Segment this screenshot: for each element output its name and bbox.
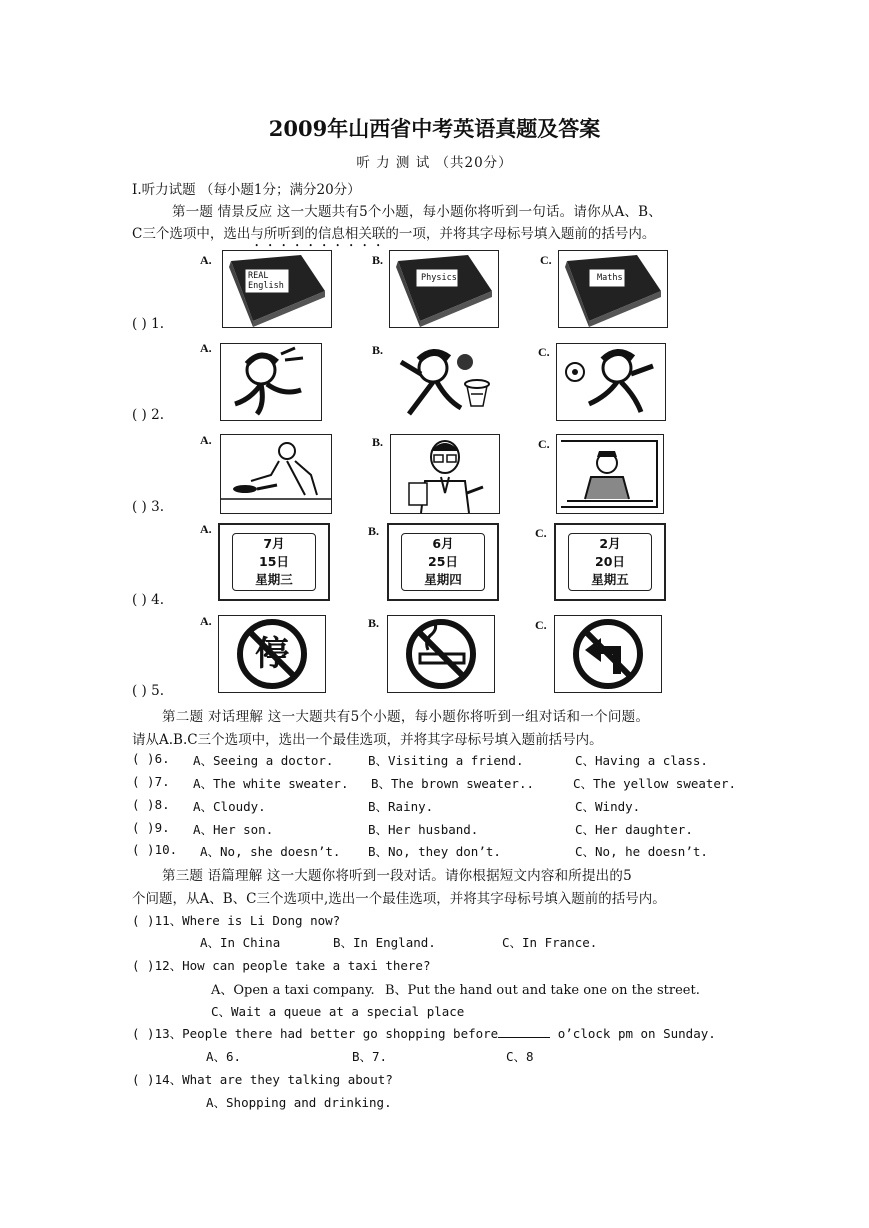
calendar-b-month: 6月 (432, 536, 454, 551)
q6-option-c: C、Having a class. (575, 753, 708, 768)
book-c-title: Maths (597, 273, 623, 283)
q13-answer-blank[interactable] (498, 1025, 550, 1038)
book-picture-b (389, 250, 499, 328)
calendar-a-month: 7月 (263, 536, 285, 551)
question-3-number: ( ) 3. (132, 499, 164, 515)
q4-option-c-label: C. (535, 526, 547, 540)
q3-option-c-label: C. (538, 437, 550, 451)
question-5-number: ( ) 5. (132, 683, 164, 699)
q13-stem-pre: ( )13、People there had better go shopping before (132, 1026, 499, 1041)
no-smoking-sign-drawing (388, 616, 494, 692)
q10-number: ( )10. (132, 842, 178, 857)
q9-number: ( )9. (132, 820, 170, 835)
calendar-b-day: 25日 (428, 554, 458, 569)
q11-option-a: A、In China (200, 935, 281, 950)
book-a-title-line1: REAL (248, 271, 269, 281)
q2-option-a-label: A. (200, 341, 212, 355)
cook-drawing (221, 435, 331, 513)
book-b-title: Physics (421, 273, 457, 283)
q1-option-b-label: B. (372, 253, 384, 267)
q9-option-a: A、Her son. (193, 822, 274, 837)
q1-option-c-label: C. (540, 253, 552, 267)
calendar-c-day: 20日 (595, 554, 625, 569)
book-picture-c (558, 250, 668, 328)
book-c-drawing (559, 251, 667, 327)
q13-option-b: B、7. (352, 1049, 388, 1064)
q7-option-c: C、The yellow sweater. (573, 776, 737, 791)
q14-option-a: A、Shopping and drinking. (206, 1095, 392, 1110)
q13-stem (132, 1024, 716, 1042)
part1-instructions-line1: 第一题 情景反应 这一大题共有5个小题，每小题你将听到一句话。请你从A、B、 (172, 204, 662, 220)
q6-option-a: A、Seeing a doctor. (193, 753, 334, 768)
q4-option-b-label: B. (368, 524, 380, 538)
calendar-c-weekday: 星期五 (591, 572, 629, 587)
q13-stem-post: o’clock pm on Sunday. (550, 1026, 716, 1041)
q11-option-c: C、In France. (502, 935, 598, 950)
mascot-football-picture (556, 343, 666, 421)
calendar-b-weekday: 星期四 (424, 572, 462, 587)
no-smoking-sign (387, 615, 495, 693)
q3-option-a-label: A. (200, 433, 212, 447)
q8-option-c: C、Windy. (575, 799, 641, 814)
q5-option-b-label: B. (368, 616, 380, 630)
book-a-title-line2: English (248, 281, 284, 291)
q10-option-a: A、No, she doesn’t. (200, 844, 341, 859)
q11-stem: ( )11、Where is Li Dong now? (132, 913, 341, 928)
q6-number: ( )6. (132, 751, 170, 766)
page-title: 2009年山西省中考英语真题及答案 (268, 116, 601, 141)
part1-line2-pre: C三个选项中，选出 (132, 226, 251, 242)
football-mascot-drawing (557, 344, 665, 420)
q13-option-c: C、8 (506, 1049, 534, 1064)
calendar-c (554, 523, 666, 601)
q12-option-b: B、Put the hand out and take one on the street. (385, 983, 700, 998)
driver-drawing (557, 435, 663, 513)
q8-option-a: A、Cloudy. (193, 799, 266, 814)
calendar-c-page (568, 533, 652, 591)
q12-option-a: A、Open a taxi company. (211, 983, 375, 998)
no-parking-sign-character: 停 (255, 634, 289, 674)
calendar-a-page (232, 533, 316, 591)
part1-line2-post: 的一项，并将其字母标号填入题前的括号内。 (385, 226, 656, 242)
q1-option-a-label: A. (200, 253, 212, 267)
calendar-a-weekday: 星期三 (255, 572, 293, 587)
question-2-number: ( ) 2. (132, 407, 164, 423)
q6-option-b: B、Visiting a friend. (368, 753, 524, 768)
question-4-number: ( ) 4. (132, 592, 164, 608)
teacher-drawing (391, 435, 499, 513)
driver-picture (556, 434, 664, 514)
q7-number: ( )7. (132, 774, 170, 789)
q9-option-c: C、Her daughter. (575, 822, 693, 837)
part2-instructions-line2: 请从A.B.C三个选项中，选出一个最佳选项，并将其字母标号填入题前括号内。 (132, 732, 603, 748)
q7-option-b: B、The brown sweater.. (371, 776, 535, 791)
teacher-picture (390, 434, 500, 514)
part2-instructions-line1: 第二题 对话理解 这一大题共有5个小题，每小题你将听到一组对话和一个问题。 (162, 709, 650, 725)
mascot-basketball-picture (390, 343, 500, 421)
q7-option-a: A、The white sweater. (193, 776, 349, 791)
q13-option-a: A、6. (206, 1049, 242, 1064)
calendar-a-day: 15日 (259, 554, 289, 569)
part3-instructions-line1: 第三题 语篇理解 这一大题你将听到一段对话。请你根据短文内容和所提出的5 (162, 868, 632, 884)
part1-line2-emph: 与所听到的信息相关联 (250, 226, 386, 242)
q12-option-c: C、Wait a queue at a special place (211, 1004, 465, 1019)
q3-option-b-label: B. (372, 435, 384, 449)
q5-option-c-label: C. (535, 618, 547, 632)
section1-header: Ⅰ.听力试题 （每小题1分；满分20分） (132, 182, 361, 198)
q12-stem: ( )12、How can people take a taxi there? (132, 958, 431, 973)
q8-option-b: B、Rainy. (368, 799, 434, 814)
basketball-mascot-drawing (391, 344, 499, 420)
no-left-turn-sign-drawing (555, 616, 661, 692)
q8-number: ( )8. (132, 797, 170, 812)
mascot-swimming-picture (220, 343, 322, 421)
no-left-turn-sign (554, 615, 662, 693)
page-subtitle: 听 力 测 试 （共20分） (356, 155, 513, 171)
q14-stem: ( )14、What are they talking about? (132, 1072, 393, 1087)
calendar-b (387, 523, 499, 601)
book-picture-a (222, 250, 332, 328)
q5-option-a-label: A. (200, 614, 212, 628)
calendar-a (218, 523, 330, 601)
q2-option-b-label: B. (372, 343, 384, 357)
calendar-b-page (401, 533, 485, 591)
q11-option-b: B、In England. (333, 935, 436, 950)
cook-picture (220, 434, 332, 514)
part3-instructions-line2: 个问题，从A、B、C三个选项中,选出一个最佳选项，并将其字母标号填入题前的括号内。 (132, 891, 666, 907)
q9-option-b: B、Her husband. (368, 822, 479, 837)
book-b-drawing (390, 251, 498, 327)
part1-instructions-line2 (132, 222, 655, 250)
swimming-mascot-drawing (221, 344, 321, 420)
calendar-c-month: 2月 (599, 536, 621, 551)
q10-option-c: C、No, he doesn’t. (575, 844, 708, 859)
q10-option-b: B、No, they don’t. (368, 844, 501, 859)
q4-option-a-label: A. (200, 522, 212, 536)
question-1-number: ( ) 1. (132, 316, 164, 332)
q2-option-c-label: C. (538, 345, 550, 359)
no-parking-sign (218, 615, 326, 693)
